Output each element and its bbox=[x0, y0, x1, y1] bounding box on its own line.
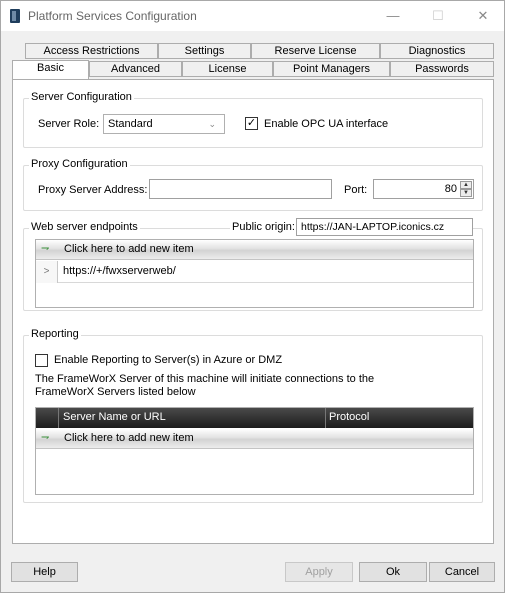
tab-license[interactable]: License bbox=[182, 61, 273, 77]
column-header-protocol[interactable]: Protocol bbox=[329, 411, 370, 423]
maximize-button[interactable]: ☐ bbox=[432, 8, 444, 23]
apply-button[interactable]: Apply bbox=[285, 562, 353, 582]
tab-reserve-license[interactable]: Reserve License bbox=[251, 43, 380, 59]
add-new-item-row[interactable] bbox=[36, 429, 473, 449]
server-configuration-group bbox=[23, 91, 483, 148]
tab-strip bbox=[12, 43, 494, 79]
spin-up-icon[interactable]: ▲ bbox=[460, 181, 472, 189]
add-new-item-row[interactable] bbox=[36, 240, 473, 260]
reporting-servers-grid bbox=[35, 407, 474, 495]
add-item-label: Click here to add new item bbox=[64, 243, 194, 255]
add-item-label: Click here to add new item bbox=[64, 432, 194, 444]
group-title: Proxy Configuration bbox=[31, 158, 128, 170]
public-origin-input[interactable]: https://JAN-LAPTOP.iconics.cz bbox=[296, 218, 473, 236]
group-title: Reporting bbox=[31, 328, 79, 340]
endpoints-grid bbox=[35, 239, 474, 308]
server-role-select[interactable] bbox=[103, 114, 225, 134]
enable-azure-reporting-label: Enable Reporting to Server(s) in Azure or DMZ bbox=[54, 354, 283, 366]
minimize-button[interactable]: — bbox=[386, 8, 400, 23]
reporting-description: The FrameWorX Server of this machine will initiate connections to the FrameWorX Servers listed below bbox=[35, 373, 375, 398]
reporting-group bbox=[23, 328, 483, 503]
table-row[interactable] bbox=[36, 261, 473, 283]
tab-diagnostics[interactable]: Diagnostics bbox=[380, 43, 494, 59]
help-button[interactable]: Help bbox=[11, 562, 78, 582]
ok-button[interactable]: Ok bbox=[359, 562, 427, 582]
add-row-icon: ⇁ bbox=[41, 243, 50, 254]
grid-header bbox=[36, 408, 473, 428]
window-title: Platform Services Configuration bbox=[28, 9, 197, 23]
tab-advanced[interactable]: Advanced bbox=[89, 61, 182, 77]
app-logo-icon bbox=[10, 9, 20, 23]
server-role-label: Server Role: bbox=[38, 118, 100, 130]
endpoint-url[interactable]: https://+/fwxserverweb/ bbox=[63, 265, 176, 277]
tab-passwords[interactable]: Passwords bbox=[390, 61, 494, 77]
public-origin-label: Public origin: bbox=[232, 221, 295, 233]
tab-settings[interactable]: Settings bbox=[158, 43, 251, 59]
web-endpoints-group bbox=[23, 221, 483, 311]
row-selector-icon: > bbox=[36, 261, 58, 283]
tab-point-managers[interactable]: Point Managers bbox=[273, 61, 390, 77]
spin-down-icon[interactable]: ▼ bbox=[460, 189, 472, 197]
port-label: Port: bbox=[344, 184, 368, 196]
server-role-value: Standard bbox=[108, 118, 153, 130]
tab-access-restrictions[interactable]: Access Restrictions bbox=[25, 43, 158, 59]
proxy-address-label: Proxy Server Address: bbox=[38, 184, 148, 196]
port-value: 80 bbox=[444, 183, 457, 195]
port-stepper[interactable] bbox=[373, 179, 474, 199]
add-row-icon: ⇁ bbox=[41, 432, 50, 443]
chevron-down-icon: ⌄ bbox=[208, 119, 216, 129]
title-bar bbox=[1, 1, 504, 31]
column-header-server-name[interactable]: Server Name or URL bbox=[63, 411, 166, 423]
basic-tab-panel bbox=[12, 79, 494, 544]
enable-azure-reporting-checkbox[interactable] bbox=[35, 354, 48, 367]
proxy-address-input[interactable] bbox=[149, 179, 332, 199]
enable-opc-ua-checkbox[interactable]: ✓ bbox=[246, 117, 257, 129]
group-title: Server Configuration bbox=[31, 91, 132, 103]
proxy-configuration-group bbox=[23, 158, 483, 211]
cancel-button[interactable]: Cancel bbox=[429, 562, 495, 582]
close-button[interactable]: ✕ bbox=[477, 8, 489, 23]
group-title: Web server endpoints bbox=[31, 221, 138, 233]
enable-opc-ua-label: Enable OPC UA interface bbox=[264, 118, 389, 130]
tab-basic[interactable]: Basic bbox=[12, 60, 89, 79]
